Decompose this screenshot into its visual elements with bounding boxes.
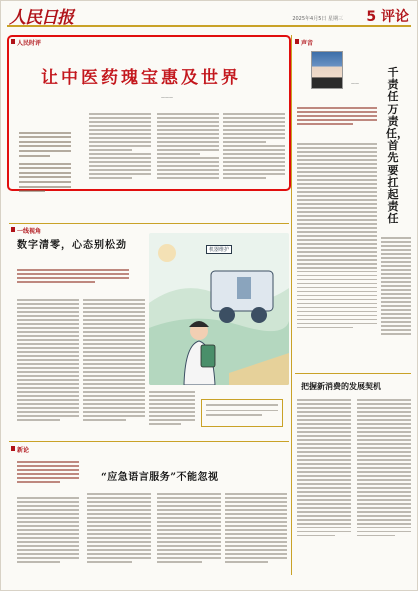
featured-article-title[interactable]: 让中医药瑰宝惠及世界 (41, 68, 241, 88)
featured-lead-column (19, 129, 71, 198)
bottom-text-column-4 (225, 491, 287, 565)
illustration-graphic (149, 233, 289, 385)
bottom-text-column-2 (87, 491, 151, 565)
right-text-column-1 (297, 141, 377, 331)
right-article-title[interactable]: 把握新消费的发展契机 (301, 381, 381, 391)
mid-lead-text (17, 267, 129, 285)
mid-text-column-1 (17, 297, 79, 423)
article-illustration (149, 233, 289, 385)
section-tag-mid: 一线视角 (11, 226, 41, 235)
section-tag-right: 声音 (295, 38, 313, 47)
newspaper-logo: 人民日报 (9, 8, 73, 28)
bottom-lead-text (17, 459, 79, 485)
mid-article-title[interactable]: 数字清零，心态别松劲 (17, 240, 127, 251)
bottom-article-title[interactable]: “应急语言服务”不能忽视 (101, 472, 219, 483)
section-tag-top: 人民时评 (11, 38, 41, 47)
right-lower-col-2 (357, 397, 411, 539)
mid-text-column-3 (149, 389, 195, 427)
mid-caption-box (201, 399, 283, 427)
bottom-text-column-3 (157, 491, 221, 565)
right-section-divider (295, 373, 411, 374)
right-vertical-title[interactable]: 千责任万责任，首先要扛起责任 (386, 66, 408, 226)
featured-article-byline: ——— (161, 95, 173, 100)
bottom-text-column-1 (17, 495, 79, 565)
author-portrait (311, 51, 343, 89)
right-lower-col-1 (297, 397, 351, 539)
illustration-sign: 机器维护 (206, 245, 232, 254)
featured-text-column-3 (223, 111, 285, 181)
page-label: 5 评论 (366, 9, 409, 25)
section-tag-bottom: 新论 (11, 445, 29, 454)
dateline: 2025年4月5日 星期三 (292, 16, 343, 22)
mid-text-column-2 (83, 297, 145, 423)
bottom-section-divider (9, 441, 289, 442)
masthead (7, 3, 411, 27)
mid-section-divider (9, 223, 289, 224)
featured-text-column-2 (157, 111, 219, 181)
portrait-caption: —— (351, 81, 359, 86)
right-text-column-2 (381, 235, 411, 337)
right-pull-quote (297, 105, 377, 127)
featured-text-column-1 (89, 111, 151, 181)
